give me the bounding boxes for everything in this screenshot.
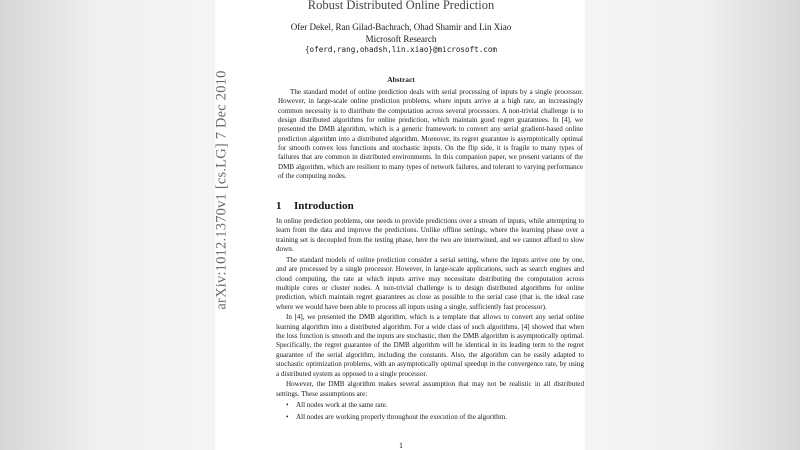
author-list: Ofer Dekel, Ran Gilad-Bachrach, Ohad Shamir and Lin Xiao [290, 22, 512, 32]
section-number: 1 [276, 200, 282, 212]
section-body [276, 217, 584, 425]
body-paragraph: In [4], we presented the DMB algorithm, which is a template that allows to convert any serial online learning algorithm into a distributed algorithm. For a wide class of such algorithms, [4] showed that when the loss function is smooth and the inputs are stochastic, then the DMB algorithm is asymptotically optimal. Specifically, the regret guarantee of the DMB algorithm will be identical in its leading term to the regret guarantee of the serial algorithm, including the constants. Also, the algorithm can be easily adapted to stochastic optimization problems, with an asymptotically optimal speedup in the convergence rate, by using a distributed system as opposed to a single processor. [276, 313, 584, 378]
list-item-text: All nodes work at the same rate. [296, 401, 388, 410]
body-paragraph: The standard models of online prediction consider a serial setting, where the inputs arrive one by one, and are processed by a single processor. However, in large-scale applications, such as search engines and cloud computing, the rate at which inputs arrive may necessitate distributing the computation across multiple cores or cluster nodes. A non-trivial challenge is to design distributed algorithms for online prediction, which maintain regret guarantees as close as possible to the serial case (that is, the ideal case where we would have been able to process all inputs using a single, sufficiently fast processor). [276, 255, 584, 311]
author-emails: {oferd,rang,ohadsh,lin.xiao}@microsoft.com [304, 45, 498, 54]
author-affiliation: Microsoft Research [365, 34, 437, 44]
section-heading [276, 200, 586, 212]
abstract-heading: Abstract [387, 75, 415, 84]
body-paragraph: In online prediction problems, one needs to provide predictions over a stream of inputs, while attempting to learn from the data and improve the predictions. Unlike offline settings, where the learning phase over a training set is decoupled from the testing phase, here the two are intertwined, and we cannot afford to slow down. [276, 217, 584, 254]
abstract-text: The standard model of online prediction deals with serial processing of inputs by a single processor. However, in large-scale online prediction problems, where inputs arrive at a high rate, an increasingly common necessity is to distribute the computation across several processors. A non-trivial challenge is to design distributed algorithms for online prediction, which maintain good regret guarantees. In [4], we presented the DMB algorithm, which is a generic framework to convert any serial gradient-based online prediction algorithm into a distributed algorithm. Moreover, its regret guarantee is asymptotically optimal for smooth convex loss functions and stochastic inputs. On the flip side, it is fragile to many types of failures that are common in distributed environments. In this companion paper, we present variants of the DMB algorithm, which are resilient to many types of network failures, and tolerant to varying performance of the computing nodes. [278, 88, 583, 181]
arxiv-identifier-text: arXiv:1012.1370v1 [cs.LG] 7 Dec 2010 [213, 70, 230, 310]
list-item [276, 401, 584, 410]
section-title: Introduction [294, 200, 354, 212]
assumption-list [276, 401, 584, 422]
paper-title: Robust Distributed Online Prediction [307, 0, 495, 12]
list-item-text: All nodes are working properly throughout the execution of the algorithm. [296, 412, 507, 421]
list-item [276, 413, 584, 422]
bullet-icon: • [286, 412, 289, 421]
bullet-icon: • [286, 401, 289, 410]
page-number: 1 [399, 441, 403, 450]
body-paragraph: However, the DMB algorithm makes several assumption that may not be realistic in all distributed settings. These assumptions are: [276, 380, 584, 398]
